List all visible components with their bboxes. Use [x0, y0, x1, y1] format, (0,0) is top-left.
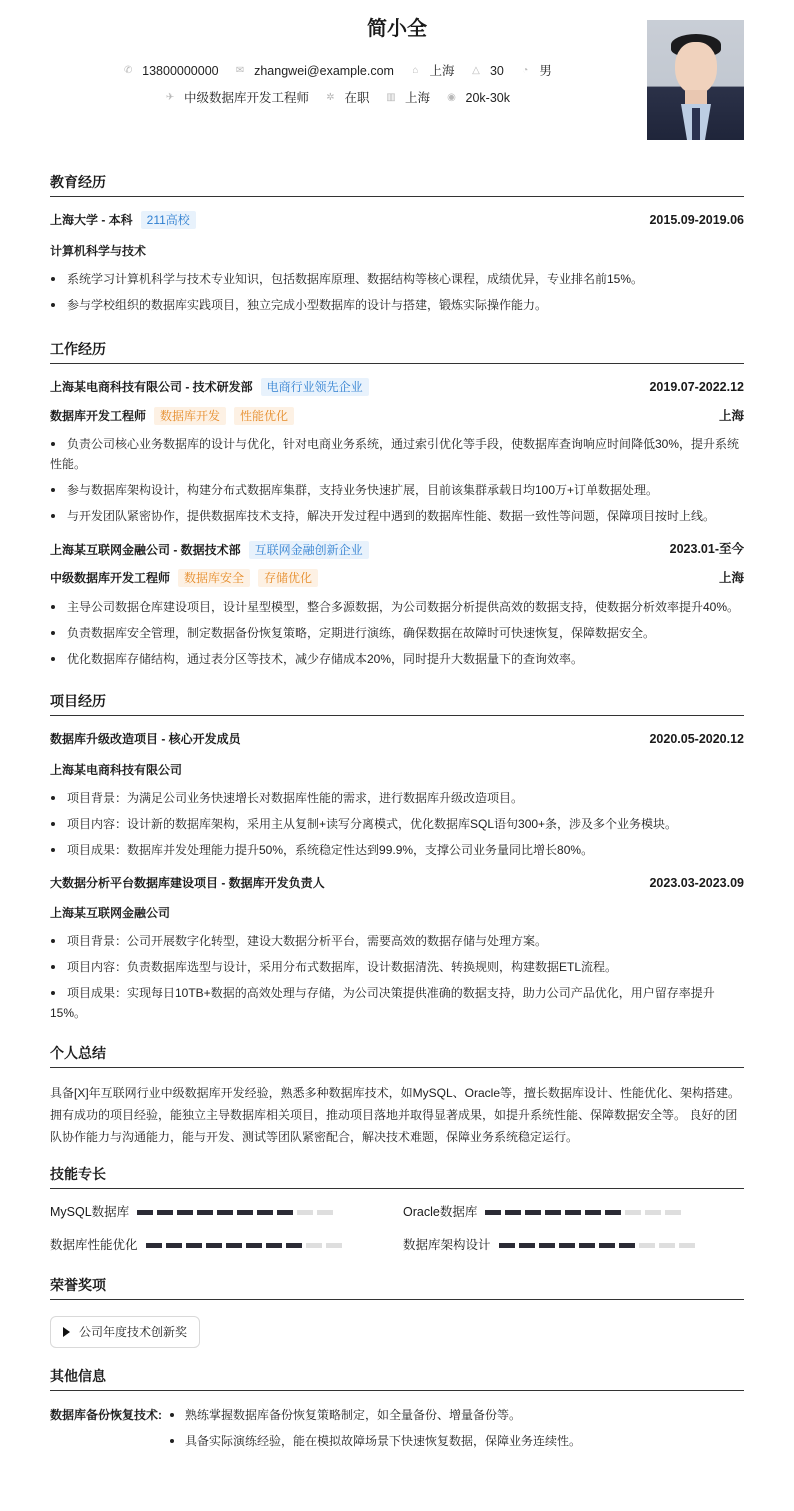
skill-segment: [237, 1210, 253, 1215]
awards-section: [50, 1275, 744, 1348]
job-intent-row: [50, 87, 624, 107]
list-item: 具备实际演练经验，能在模拟故障场景下快速恢复数据，保障业务连续性。: [168, 1431, 581, 1451]
company-name: 上海某互联网金融公司 - 数据技术部: [50, 542, 241, 557]
section-title: 技能专长: [50, 1164, 744, 1189]
list-item: 项目成果：数据库并发处理能力提升50%，系统稳定性达到99.9%，支撑公司业务量同比增长80%。: [50, 840, 744, 860]
award-item[interactable]: [50, 1316, 200, 1348]
project-company: 上海某电商科技有限公司: [50, 762, 183, 777]
skill-name: MySQL数据库: [50, 1205, 130, 1220]
skill-item: [50, 1203, 403, 1222]
contact-row: [50, 60, 624, 80]
project-name: 大数据分析平台数据库建设项目 - 数据库开发负责人: [50, 875, 325, 890]
summary-section: [50, 1043, 744, 1148]
section-title: 项目经历: [50, 691, 744, 716]
skill-segment: [679, 1243, 695, 1248]
skill-segment: [605, 1210, 621, 1215]
skill-level-bar: [499, 1243, 695, 1248]
list-item: 负责公司核心业务数据库的设计与优化，针对电商业务系统，通过索引优化等手段，使数据库查询响应时间降低30%，提升系统性能。: [50, 434, 744, 474]
role-name: 数据库开发工程师: [50, 408, 147, 423]
skill-segment: [625, 1210, 641, 1215]
skill-segment: [266, 1243, 282, 1248]
work-entry: [50, 378, 744, 527]
education-date: 2015.09-2019.06: [649, 213, 744, 227]
skill-segment: [326, 1243, 342, 1248]
role-tag: 性能优化: [234, 407, 294, 425]
list-item: 项目内容：负责数据库选型与设计，采用分布式数据库，设计数据清洗、转换规则，构建数据ETL流程。: [50, 957, 744, 977]
skill-segment: [277, 1210, 293, 1215]
skill-segment: [146, 1243, 162, 1248]
skill-segment: [585, 1210, 601, 1215]
role-tag: 数据库安全: [178, 569, 250, 587]
skill-item: [403, 1203, 743, 1222]
resume-header: [50, 0, 744, 150]
work-location: 上海: [718, 408, 744, 423]
skill-segment: [217, 1210, 233, 1215]
send-icon: ✈: [165, 92, 175, 103]
skill-segment: [519, 1243, 535, 1248]
list-item: 参与学校组织的数据库实践项目，独立完成小型数据库的设计与搭建，锻炼实际操作能力。: [50, 295, 744, 315]
skill-level-bar: [485, 1210, 681, 1215]
work-location: 上海: [718, 571, 744, 585]
skill-segment: [599, 1243, 615, 1248]
mail-icon: ✉: [235, 65, 245, 76]
skill-segment: [485, 1210, 501, 1215]
skill-item: [403, 1236, 743, 1255]
skill-segment: [499, 1243, 515, 1248]
education-section: [50, 172, 744, 315]
skill-level-bar: [146, 1243, 342, 1248]
project-date: 2023.03-2023.09: [649, 875, 744, 890]
skill-segment: [619, 1243, 635, 1248]
skill-segment: [137, 1210, 153, 1215]
skill-segment: [665, 1210, 681, 1215]
company-tag: 电商行业领先企业: [261, 378, 369, 396]
skill-segment: [539, 1243, 555, 1248]
contact-gender: ◔ 男: [519, 62, 552, 81]
job-position: ✈ 中级数据库开发工程师: [165, 90, 310, 105]
project-date: 2020.05-2020.12: [649, 731, 744, 746]
skill-segment: [525, 1210, 541, 1215]
list-item: 项目背景：为满足公司业务快速增长对数据库性能的需求，进行数据库升级改造项目。: [50, 788, 744, 808]
job-salary: ◉ 20k-30k: [447, 90, 510, 105]
skill-level-bar: [137, 1210, 333, 1215]
school-tag: 211高校: [141, 211, 196, 229]
skill-name: 数据库架构设计: [403, 1238, 491, 1252]
age-icon: △: [472, 65, 480, 76]
skill-segment: [505, 1210, 521, 1215]
section-title: 个人总结: [50, 1043, 744, 1068]
skill-segment: [157, 1210, 173, 1215]
section-title: 工作经历: [50, 339, 744, 364]
skill-segment: [579, 1243, 595, 1248]
company-name: 上海某电商科技有限公司 - 技术研发部: [50, 380, 253, 395]
skill-segment: [226, 1243, 242, 1248]
candidate-name: 简小全: [367, 18, 427, 40]
avatar-photo: [647, 20, 744, 140]
section-title: 教育经历: [50, 172, 744, 197]
skill-item: [50, 1236, 403, 1255]
other-item: [50, 1405, 744, 1457]
section-title: 荣誉奖项: [50, 1275, 744, 1300]
work-date: 2023.01-至今: [669, 542, 744, 557]
skill-name: Oracle数据库: [403, 1205, 478, 1220]
project-entry: [50, 874, 744, 1024]
section-title: 其他信息: [50, 1366, 744, 1391]
skill-segment: [639, 1243, 655, 1248]
summary-text: 具备[X]年互联网行业中级数据库开发经验，熟悉多种数据库技术，如MySQL、Oracle等，擅长数据库设计、性能优化、架构搭建。 拥有成功的项目经验，能独立主导数据库相关项目，推动项目落地并取得显著成果，如提升系统性能、保障数据安全等。 良好的团队协作能力与沟通能力，能与开发、测试等团队紧密配合，解决技术难题，保障业务系统稳定运行。: [50, 1086, 741, 1145]
skill-segment: [565, 1210, 581, 1215]
skill-segment: [645, 1210, 661, 1215]
salary-icon: ◉: [447, 92, 456, 103]
project-company: 上海某互联网金融公司: [50, 906, 171, 921]
skill-name: 数据库性能优化: [50, 1238, 138, 1252]
job-status: ✲ 在职: [326, 90, 370, 105]
job-city: ▥ 上海: [386, 90, 431, 105]
skill-segment: [197, 1210, 213, 1215]
project-name: 数据库升级改造项目 - 核心开发成员: [50, 732, 241, 747]
skill-segment: [545, 1210, 561, 1215]
home-icon: ⌂: [412, 65, 419, 76]
other-label: 数据库备份恢复技术:: [50, 1407, 162, 1422]
projects-section: [50, 691, 744, 1024]
skill-segment: [286, 1243, 302, 1248]
skill-segment: [246, 1243, 262, 1248]
major: 计算机科学与技术: [50, 243, 147, 258]
list-item: 项目背景：公司开展数字化转型，建设大数据分析平台，需要高效的数据存储与处理方案。: [50, 931, 744, 951]
skill-segment: [317, 1210, 333, 1215]
skill-segment: [257, 1210, 273, 1215]
work-date: 2019.07-2022.12: [649, 379, 744, 394]
skills-grid: [50, 1203, 744, 1255]
skill-segment: [559, 1243, 575, 1248]
other-section: [50, 1366, 744, 1457]
list-item: 参与数据库架构设计，构建分布式数据库集群，支持业务快速扩展，目前该集群承载日均100万+订单数据处理。: [50, 480, 744, 500]
contact-age: △ 30: [470, 62, 504, 81]
status-icon: ✲: [326, 92, 335, 103]
work-section: [50, 339, 744, 669]
skill-segment: [186, 1243, 202, 1248]
list-item: 系统学习计算机科学与技术专业知识，包括数据库原理、数据结构等核心课程，成绩优异，专业排名前15%。: [50, 269, 744, 289]
list-item: 项目内容：设计新的数据库架构，采用主从复制+读写分离模式，优化数据库SQL语句300+条，涉及多个业务模块。: [50, 814, 744, 834]
school-name: 上海大学 - 本科: [50, 213, 133, 228]
education-entry: [50, 211, 744, 315]
list-item: 项目成果：实现每日10TB+数据的高效处理与存储，为公司决策提供准确的数据支持，助力公司产品优化，用户留存率提升15%。: [50, 983, 744, 1023]
role-tag: 存储优化: [258, 569, 318, 587]
list-item: 与开发团队紧密协作，提供数据库技术支持，解决开发过程中遇到的数据库性能、数据一致性等问题，保障项目按时上线。: [50, 506, 744, 526]
skill-segment: [177, 1210, 193, 1215]
award-label: 公司年度技术创新奖: [79, 1324, 188, 1339]
skills-section: [50, 1164, 744, 1255]
phone-icon: ✆: [123, 65, 133, 76]
work-entry: [50, 540, 744, 669]
list-item: 主导公司数据仓库建设项目，设计星型模型，整合多源数据，为公司数据分析提供高效的数据支持，使数据分析效率提升40%。: [50, 597, 744, 617]
list-item: 优化数据库存储结构，通过表分区等技术，减少存储成本20%，同时提升大数据量下的查询效率。: [50, 649, 744, 669]
contact-phone: ✆ 13800000000: [123, 63, 219, 78]
list-item: 负责数据库安全管理，制定数据备份恢复策略，定期进行演练，确保数据在故障时可快速恢复，保障数据安全。: [50, 623, 744, 643]
gender-icon: ◔: [522, 65, 529, 76]
skill-segment: [659, 1243, 675, 1248]
play-triangle-icon: [63, 1327, 70, 1337]
skill-segment: [206, 1243, 222, 1248]
project-entry: [50, 730, 744, 860]
skill-segment: [166, 1243, 182, 1248]
building-icon: ▥: [386, 92, 396, 103]
role-name: 中级数据库开发工程师: [50, 571, 171, 586]
skill-segment: [306, 1243, 322, 1248]
contact-city: ⌂ 上海: [409, 62, 454, 81]
list-item: 熟练掌握数据库备份恢复策略制定，如全量备份、增量备份等。: [168, 1405, 581, 1425]
role-tag: 数据库开发: [154, 407, 226, 425]
skill-segment: [297, 1210, 313, 1215]
contact-email: ✉ zhangwei@example.com: [235, 63, 394, 78]
company-tag: 互联网金融创新企业: [249, 541, 369, 559]
